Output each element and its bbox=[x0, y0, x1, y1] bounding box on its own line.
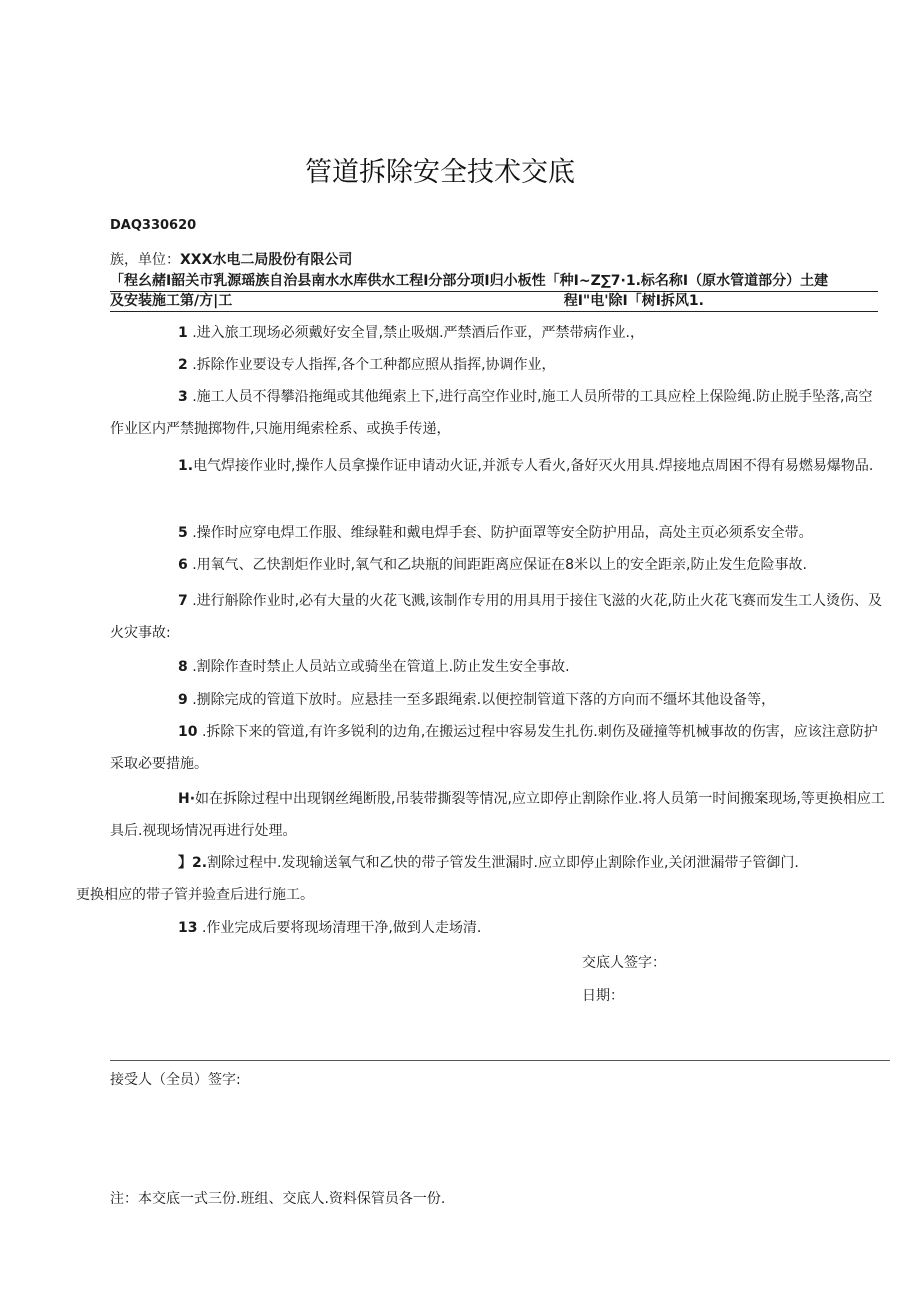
item-number: 2 bbox=[178, 357, 188, 373]
item-text: .拆除下来的管道,有许多锐利的边角,在搬运过程中容易发生扎伤.刺伤及碰撞等机械事故的伤害，应该注意防护采取必要措施。 bbox=[110, 724, 878, 772]
item-text: .拆除作业要设专人指挥,各个工种都应照从指挥,协调作业， bbox=[192, 357, 556, 373]
item-9 bbox=[110, 684, 886, 716]
unit-name: XXX水电二局股份有限公司 bbox=[180, 252, 353, 268]
item-text: .操作时应穿电焊工作服、维绿鞋和戴电焊手套、防护面罩等安全防护用品，高处主页必须系安全带。 bbox=[192, 525, 813, 541]
item-number: 1. bbox=[178, 458, 194, 474]
unit-line bbox=[110, 249, 352, 269]
item-number: 1 bbox=[178, 325, 188, 341]
item-text: .施工人员不得攀沿拖绳或其他绳索上下,进行高空作业时,施工人员所带的工具应栓上保险绳.防止脱手坠落,高空作业区内严禁抛掷物件,只施用绳索栓系、或换手传递， bbox=[110, 389, 873, 437]
item-5 bbox=[110, 517, 886, 549]
item-text: 电气焊接作业时,操作人员拿操作证申请动火证,并派专人看火,备好灭火用具.焊接地点周困不得有易燃易爆物品. bbox=[193, 458, 874, 474]
item-text: 割除过程中.发现输送氧气和乙快的带子管发生泄漏时.应立即停止割除作业,关闭泄漏带子管御门. bbox=[207, 855, 799, 871]
item-12 bbox=[76, 847, 886, 911]
item-10 bbox=[110, 716, 886, 780]
signer-label: 交底人签字： bbox=[582, 955, 666, 971]
item-number: 10 bbox=[178, 724, 198, 740]
item-number: 13 bbox=[178, 920, 198, 936]
item-text: .进入旅工现场必须戴好安全冒,禁止吸烟.严禁酒后作亚，严禁带病作业.， bbox=[192, 325, 645, 341]
item-text: .割除作查时禁止人员站立或骑坐在管道上.防止发生安全事故. bbox=[192, 659, 570, 675]
acceptor-label: 接受人（全员）签字: bbox=[110, 1072, 241, 1088]
project-line-2-right: 程I"电'除I「树I拆风1. bbox=[563, 293, 704, 309]
project-name-line-1: 「程幺赭I韶关市乳源瑶族自治县南水水库供水工程I分部分项I归小板性「种I~Z∑7·1.标名称I（原水管道部分）土建 bbox=[110, 271, 878, 292]
item-number: 3 bbox=[178, 389, 188, 405]
item-text: 如在拆除过程中出现钢丝绳断股,吊装带撕裂等情况,应立即停止割除作业.将人员第一时间搬案现场,等更换相应工具后.视现场情况再进行处理。 bbox=[110, 791, 885, 839]
item-number: 】2. bbox=[178, 855, 208, 871]
item-12-continuation: 更换相应的带子管并验查后进行施工。 bbox=[76, 887, 314, 903]
item-number: 8 bbox=[178, 659, 188, 675]
item-13 bbox=[110, 912, 886, 944]
item-number: 7 bbox=[178, 593, 188, 609]
item-text: .用氧气、乙快割炬作业时,氧气和乙块瓶的间距距离应保证在8米以上的安全距亲,防止发生危险事故. bbox=[192, 557, 807, 573]
document-code: DAQ330620 bbox=[110, 218, 197, 233]
item-11 bbox=[110, 783, 886, 847]
project-name-line-2 bbox=[110, 291, 878, 312]
item-3 bbox=[110, 381, 886, 445]
item-7 bbox=[110, 585, 886, 649]
item-4 bbox=[110, 450, 886, 482]
item-6 bbox=[110, 549, 886, 581]
divider-line bbox=[110, 1060, 890, 1061]
item-number: H· bbox=[178, 791, 196, 807]
footnote: 注：本交底一式三份.班组、交底人.资料保管员各一份. bbox=[110, 1191, 446, 1207]
item-text: .捌除完成的管道下放时。应悬挂一至多跟绳索.以便控制管道下落的方向而不缰坏其他设备等， bbox=[192, 692, 776, 708]
item-1 bbox=[110, 317, 886, 349]
item-number: 6 bbox=[178, 557, 188, 573]
item-number: 9 bbox=[178, 692, 188, 708]
project-line-2-left: 及安装施工第/方|工 bbox=[110, 293, 233, 309]
document-title: 管道拆除安全技术交底 bbox=[305, 157, 575, 188]
item-text: .作业完成后要将现场清理干净,做到人走场清. bbox=[201, 920, 482, 936]
date-label: 日期： bbox=[582, 988, 624, 1004]
item-number: 5 bbox=[178, 525, 188, 541]
item-text: .进行斛除作业时,必有大量的火花飞溅,该制作专用的用具用于接住飞滋的火花,防止火花飞赛而发生工人烫伤、及火灾事故: bbox=[110, 593, 883, 641]
item-8 bbox=[110, 651, 886, 683]
unit-label: 族，单位： bbox=[110, 252, 180, 268]
item-2 bbox=[110, 349, 886, 381]
